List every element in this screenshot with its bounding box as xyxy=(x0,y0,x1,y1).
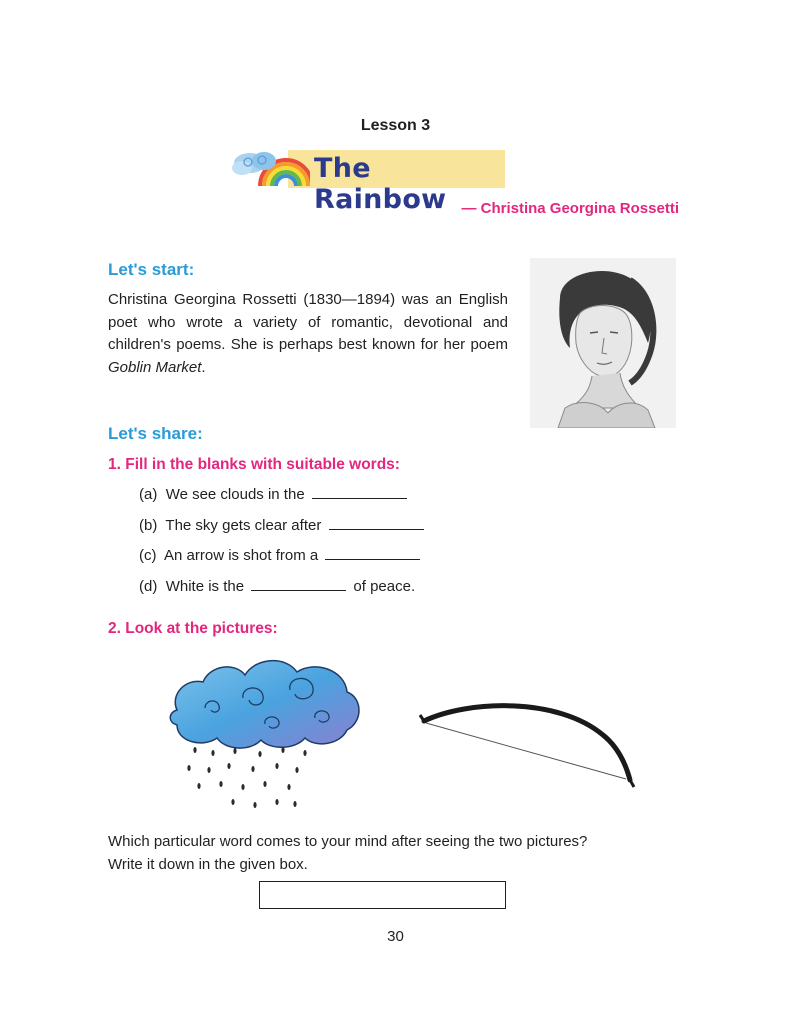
question-1-heading: 1. Fill in the blanks with suitable words: xyxy=(108,456,400,473)
item-label: (d) xyxy=(139,578,158,595)
lets-share-heading: Let's share: xyxy=(108,424,203,443)
item-label: (a) xyxy=(139,486,158,503)
question-2-prompt xyxy=(108,830,708,876)
prompt-line-2: Write it down in the given box. xyxy=(108,856,308,873)
item-text: White is the xyxy=(165,578,245,595)
title-banner xyxy=(230,146,505,215)
page-number: 30 xyxy=(387,928,404,945)
question-2-heading: 2. Look at the pictures: xyxy=(108,620,278,637)
author-line: — Christina Georgina Rossetti xyxy=(461,200,679,217)
answer-blank[interactable] xyxy=(251,576,346,591)
blank-item-a xyxy=(139,484,410,503)
lets-start-heading: Let's start: xyxy=(108,260,195,279)
bow-image xyxy=(418,695,638,795)
answer-blank[interactable] xyxy=(312,484,407,499)
item-label: (b) xyxy=(139,517,158,534)
rainbow-cloud-icon xyxy=(230,146,310,192)
item-text: The sky gets clear after xyxy=(165,517,322,534)
answer-blank[interactable] xyxy=(329,515,424,530)
lesson-title: The Rainbow xyxy=(314,153,447,215)
item-text: We see clouds in the xyxy=(165,486,305,503)
blank-item-b xyxy=(139,515,427,534)
answer-blank[interactable] xyxy=(325,545,420,560)
portrait-image xyxy=(530,258,676,428)
bio-text: Christina Georgina Rossetti (1830—1894) was an English poet who wrote a variety of romantic, devotional and children's poems. She is perhaps best known for her poem xyxy=(108,291,508,353)
lesson-label: Lesson 3 xyxy=(360,117,431,134)
blank-item-d xyxy=(139,576,415,595)
blank-item-c xyxy=(139,545,423,564)
prompt-line-1: Which particular word comes to your mind after seeing the two pictures? xyxy=(108,833,588,850)
bio-poem-title: Goblin Market xyxy=(108,358,202,376)
item-label: (c) xyxy=(139,547,157,564)
answer-box[interactable] xyxy=(259,881,506,909)
item-text: An arrow is shot from a xyxy=(164,547,319,564)
bio-end: . xyxy=(201,358,206,376)
item-text-after: of peace. xyxy=(353,578,416,595)
biography-paragraph xyxy=(108,289,508,379)
rain-cloud-image xyxy=(165,650,365,820)
